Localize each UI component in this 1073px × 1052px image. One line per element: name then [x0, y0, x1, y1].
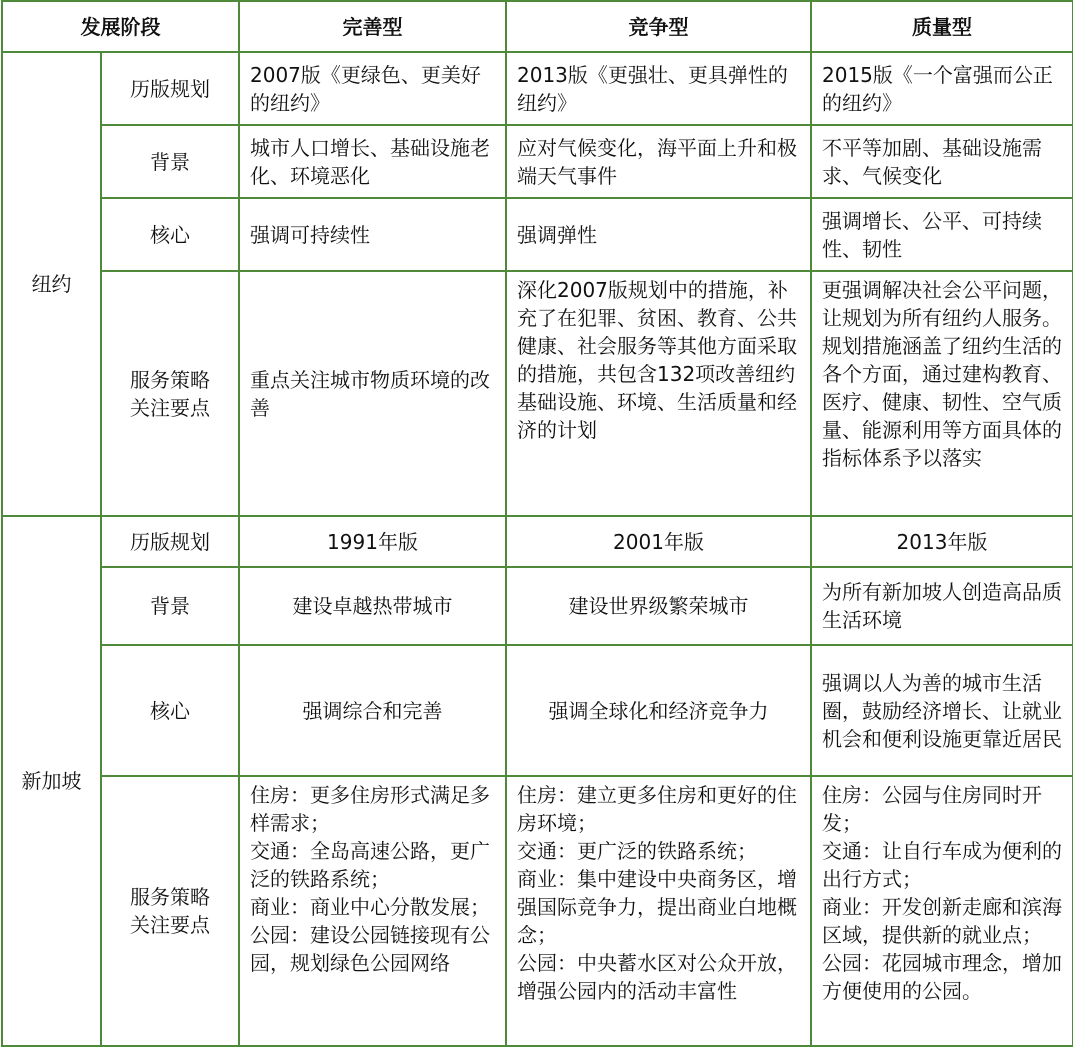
table-cell: 重点关注城市物质环境的改善 — [239, 271, 506, 516]
table-row — [2, 198, 1073, 271]
table-row — [2, 516, 1073, 567]
table-cell: 强调全球化和经济竞争力 — [506, 645, 811, 776]
row-label: 历版规划 — [101, 516, 239, 567]
header-improve-type: 完善型 — [239, 1, 506, 52]
row-label: 核心 — [101, 645, 239, 776]
comparison-table — [1, 0, 1073, 1047]
table-cell: 2013年版 — [811, 516, 1073, 567]
city-newyork: 纽约 — [2, 52, 101, 516]
table-cell: 深化2007版规划中的措施，补充了在犯罪、贫困、教育、公共健康、社会服务等其他方面采取的措施，共包含132项改善纽约基础设施、环境、生活质量和经济的计划 — [506, 271, 811, 516]
table-cell: 2013版《更强壮、更具弹性的纽约》 — [506, 52, 811, 125]
table-cell: 为所有新加坡人创造高品质生活环境 — [811, 567, 1073, 645]
table-row — [2, 776, 1073, 1046]
table-cell: 1991年版 — [239, 516, 506, 567]
table-cell: 强调综合和完善 — [239, 645, 506, 776]
header-row — [2, 1, 1073, 52]
table-cell: 强调增长、公平、可持续性、韧性 — [811, 198, 1073, 271]
row-label: 服务策略 关注要点 — [101, 776, 239, 1046]
header-quality-type: 质量型 — [811, 1, 1073, 52]
table-cell: 建设世界级繁荣城市 — [506, 567, 811, 645]
table-cell: 强调以人为善的城市生活圈，鼓励经济增长、让就业机会和便利设施更靠近居民 — [811, 645, 1073, 776]
table-row — [2, 125, 1073, 198]
header-stage: 发展阶段 — [2, 1, 239, 52]
table-cell: 更强调解决社会公平问题，让规划为所有纽约人服务。规划措施涵盖了纽约生活的各个方面，通过建构教育、医疗、健康、韧性、空气质量、能源利用等方面具体的指标体系予以落实 — [811, 271, 1073, 516]
table-row — [2, 271, 1073, 516]
table-cell: 城市人口增长、基础设施老化、环境恶化 — [239, 125, 506, 198]
table-cell: 强调可持续性 — [239, 198, 506, 271]
table-cell: 住房：建立更多住房和更好的住房环境； 交通：更广泛的铁路系统； 商业：集中建设中央商务区，增强国际竞争力，提出商业白地概念； 公园：中央蓄水区对公众开放，增强公园内的活动丰富性 — [506, 776, 811, 1046]
table-row — [2, 567, 1073, 645]
table-cell: 住房：公园与住房同时开发； 交通：让自行车成为便利的出行方式； 商业：开发创新走廊和滨海区域，提供新的就业点； 公园：花园城市理念，增加方便使用的公园。 — [811, 776, 1073, 1046]
table-cell: 2015版《一个富强而公正的纽约》 — [811, 52, 1073, 125]
row-label: 历版规划 — [101, 52, 239, 125]
table-cell: 2001年版 — [506, 516, 811, 567]
table-cell: 应对气候变化，海平面上升和极端天气事件 — [506, 125, 811, 198]
table-cell: 建设卓越热带城市 — [239, 567, 506, 645]
table-cell: 不平等加剧、基础设施需求、气候变化 — [811, 125, 1073, 198]
row-label: 服务策略 关注要点 — [101, 271, 239, 516]
table-row — [2, 52, 1073, 125]
table-cell: 住房：更多住房形式满足多样需求； 交通：全岛高速公路，更广泛的铁路系统； 商业：商业中心分散发展； 公园：建设公园链接现有公园，规划绿色公园网络 — [239, 776, 506, 1046]
table-cell: 强调弹性 — [506, 198, 811, 271]
city-singapore: 新加坡 — [2, 516, 101, 1046]
table-row — [2, 645, 1073, 776]
table-cell: 2007版《更绿色、更美好的纽约》 — [239, 52, 506, 125]
row-label: 背景 — [101, 567, 239, 645]
header-compete-type: 竞争型 — [506, 1, 811, 52]
row-label: 核心 — [101, 198, 239, 271]
row-label: 背景 — [101, 125, 239, 198]
